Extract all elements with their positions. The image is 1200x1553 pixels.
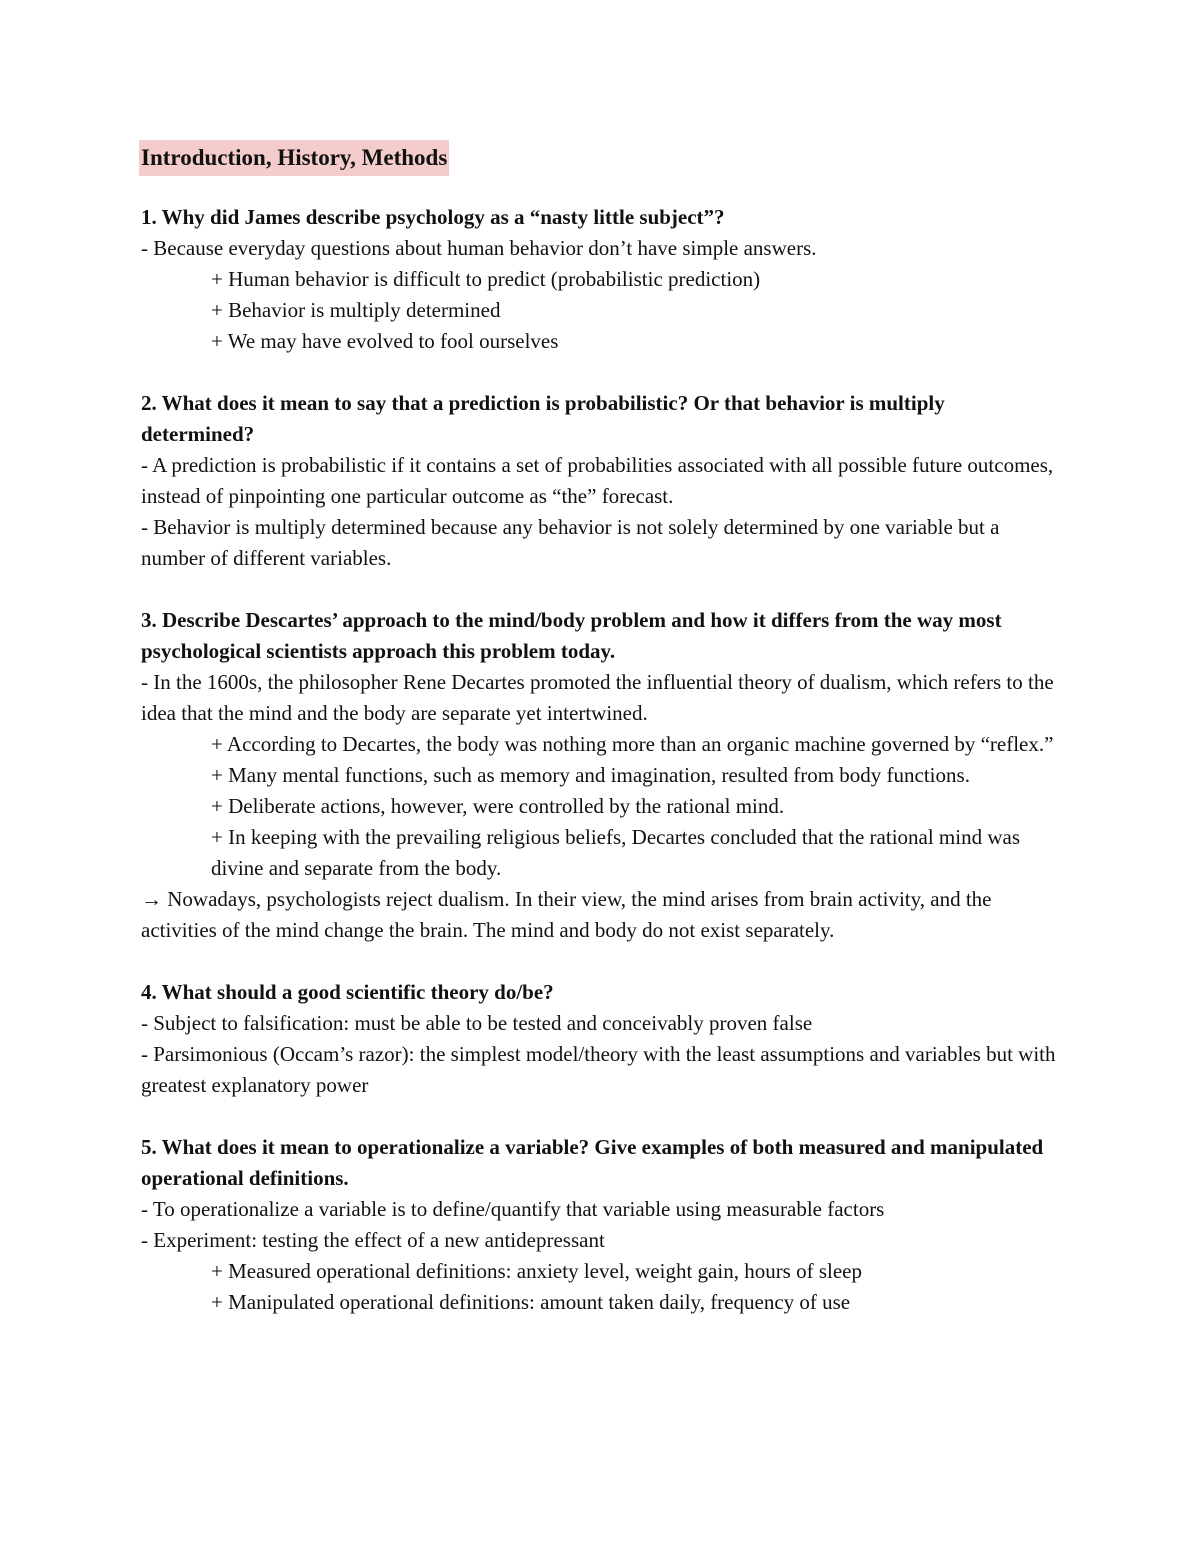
question-list [141, 202, 1061, 1318]
title-wrapper [141, 140, 1061, 176]
question-heading: 3. Describe Descartes’ approach to the mind/body problem and how it differs from the way most psychological scientists approach this problem today. [141, 608, 1002, 663]
question-heading: 4. What should a good scientific theory do/be? [141, 980, 554, 1004]
answer-point: - A prediction is probabilistic if it contains a set of probabilities associated with all possible future outcomes, instead of pinpointing one particular outcome as “the” forecast. [141, 453, 1054, 508]
answer-point: - In the 1600s, the philosopher Rene Decartes promoted the influential theory of dualism, which refers to the idea that the mind and the body are separate yet intertwined. [141, 670, 1054, 725]
question-section [141, 1132, 1061, 1318]
answer-point: - Experiment: testing the effect of a new antidepressant [141, 1228, 605, 1252]
answer-point: - Subject to falsification: must be able to be tested and conceivably proven false [141, 1011, 813, 1035]
answer-subpoint: + In keeping with the prevailing religious beliefs, Decartes concluded that the rational mind was divine and separate from the body. [211, 825, 1021, 880]
answer-subpoint: + Measured operational definitions: anxiety level, weight gain, hours of sleep [211, 1259, 862, 1283]
answer-point: - To operationalize a variable is to define/quantify that variable using measurable factors [141, 1197, 885, 1221]
answer-subpoint: + Human behavior is difficult to predict (probabilistic prediction) [211, 267, 761, 291]
document-title: Introduction, History, Methods [139, 140, 449, 176]
question-section [141, 202, 1061, 357]
question-heading: 1. Why did James describe psychology as a “nasty little subject”? [141, 205, 725, 229]
document-page [141, 140, 1061, 1349]
answer-point: → Nowadays, psychologists reject dualism. In their view, the mind arises from brain activity, and the activities of the mind change the brain. The mind and body do not exist separately. [141, 887, 992, 942]
answer-subpoint: + According to Decartes, the body was nothing more than an organic machine governed by “reflex.” [211, 732, 1054, 756]
answer-point: - Parsimonious (Occam’s razor): the simplest model/theory with the least assumptions and variables but with greatest explanatory power [141, 1042, 1056, 1097]
answer-subpoint: + Many mental functions, such as memory and imagination, resulted from body functions. [211, 763, 970, 787]
answer-point: - Because everyday questions about human behavior don’t have simple answers. [141, 236, 817, 260]
question-heading: 2. What does it mean to say that a prediction is probabilistic? Or that behavior is multiply determined? [141, 391, 945, 446]
answer-subpoint: + We may have evolved to fool ourselves [211, 329, 559, 353]
answer-subpoint: + Behavior is multiply determined [211, 298, 501, 322]
answer-subpoint: + Deliberate actions, however, were controlled by the rational mind. [211, 794, 785, 818]
answer-subpoint: + Manipulated operational definitions: amount taken daily, frequency of use [211, 1290, 851, 1314]
answer-point: - Behavior is multiply determined because any behavior is not solely determined by one variable but a number of different variables. [141, 515, 1000, 570]
question-section [141, 388, 1061, 574]
question-section [141, 977, 1061, 1101]
question-heading: 5. What does it mean to operationalize a variable? Give examples of both measured and manipulated operational definitions. [141, 1135, 1044, 1190]
question-section [141, 605, 1061, 946]
